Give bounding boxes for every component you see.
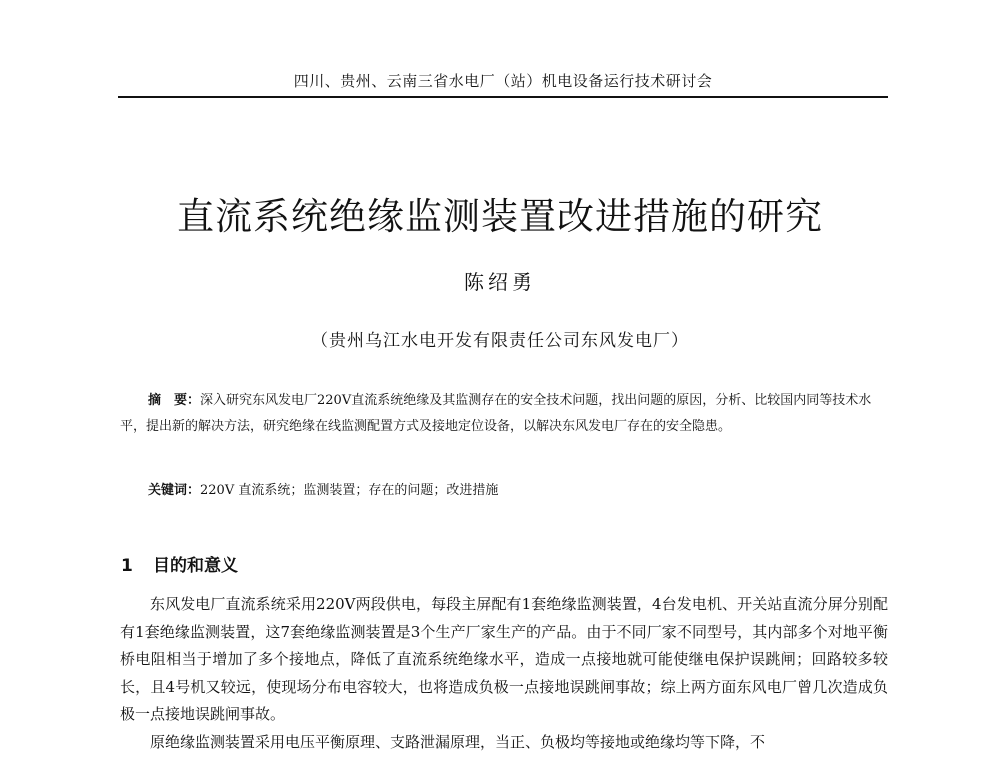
abstract [120, 388, 888, 440]
body-paragraph: 原绝缘监测装置采用电压平衡原理、支路泄漏原理，当正、负极均等接地或绝缘均等下降，不 [150, 732, 766, 751]
abstract-label: 摘 要： [148, 393, 201, 408]
keywords-label: 关键词： [148, 483, 201, 498]
abstract-text: 深入研究东风发电厂220V直流系统绝缘及其监测存在的安全技术问题，找出问题的原因，分析、比较国内同等技术水平，提出新的解决方法，研究绝缘在线监测配置方式及接地定位设备，以解决东风发电厂存在的安全隐患。 [120, 393, 872, 434]
section-title: 目的和意义 [153, 556, 238, 576]
header-rule [118, 96, 888, 98]
keywords [148, 480, 888, 502]
author-name: 陈绍勇 [464, 270, 536, 294]
body-paragraph: 东风发电厂直流系统采用220V两段供电，每段主屏配有1套绝缘监测装置，4台发电机、开关站直流分屏分别配有1套绝缘监测装置，这7套绝缘监测装置是3个生产厂家生产的产品。由于不同厂家不同型号，其内部多个对地平衡桥电阻相当于增加了多个接地点，降低了直流系统绝缘水平，造成一点接地就可能使继电保护误跳闸；回路较多较长，且4号机又较远，使现场分布电容较大，也将造成负极一点接地误跳闸事故；综上两方面东风电厂曾几次造成负极一点接地误跳闸事故。 [120, 595, 888, 723]
author-affiliation: （贵州乌江水电开发有限责任公司东风发电厂） [311, 331, 689, 351]
section-heading [121, 551, 238, 576]
section-body [120, 591, 888, 756]
paper-title: 直流系统绝缘监测装置改进措施的研究 [177, 195, 823, 238]
section-number: 1 [121, 556, 133, 576]
running-header: 四川、贵州、云南三省水电厂（站）机电设备运行技术研讨会 [293, 72, 713, 90]
keywords-text: 220V 直流系统；监测装置；存在的问题；改进措施 [200, 483, 499, 498]
